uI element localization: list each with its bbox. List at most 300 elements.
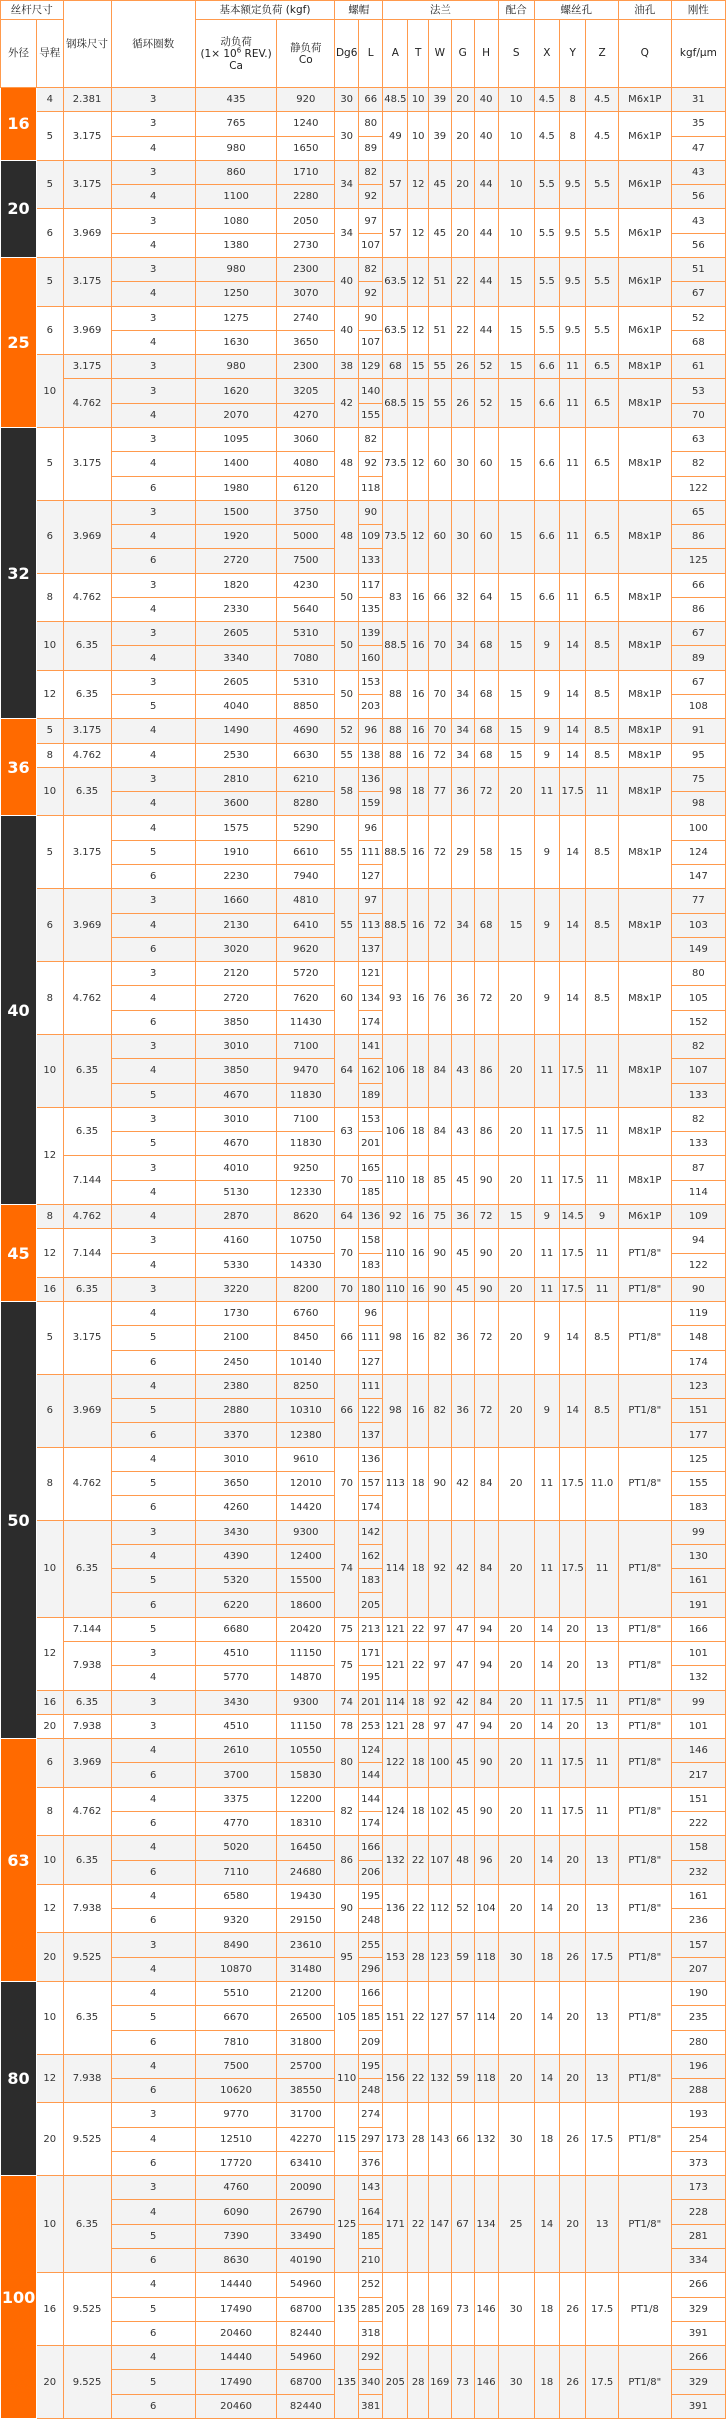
table-row <box>1 88 726 112</box>
cell-Y: 14.5 <box>559 1204 585 1228</box>
table-row <box>1 816 726 840</box>
cell-circ: 5 <box>111 1569 195 1593</box>
cell-ca: 4510 <box>195 1642 277 1666</box>
cell-ball: 3.175 <box>63 1302 111 1375</box>
cell-circ: 4 <box>111 403 195 427</box>
cell-circ: 4 <box>111 2200 195 2224</box>
cell-A: 110 <box>383 1156 408 1205</box>
cell-H: 94 <box>474 1617 498 1641</box>
cell-Q: PT1/8" <box>618 1836 671 1885</box>
cell-K: 67 <box>671 622 725 646</box>
cell-X: 5.5 <box>534 257 559 306</box>
cell-dg6: 80 <box>335 1739 359 1788</box>
cell-L: 92 <box>359 282 383 306</box>
cell-dg6: 52 <box>335 719 359 743</box>
cell-L: 109 <box>359 525 383 549</box>
cell-K: 148 <box>671 1326 725 1350</box>
cell-L: 171 <box>359 1642 383 1666</box>
cell-L: 274 <box>359 2103 383 2127</box>
cell-K: 68 <box>671 330 725 354</box>
cell-L: 153 <box>359 1107 383 1131</box>
cell-W: 77 <box>428 767 451 816</box>
cell-co: 8280 <box>277 792 335 816</box>
cell-ball: 3.175 <box>63 160 111 209</box>
header-nut: 螺帽 <box>335 1 383 20</box>
cell-lead: 8 <box>37 573 63 622</box>
table-row <box>1 573 726 597</box>
cell-X: 14 <box>534 1884 559 1933</box>
cell-circ: 4 <box>111 1447 195 1471</box>
cell-G: 36 <box>451 1204 474 1228</box>
cell-H: 90 <box>474 1787 498 1836</box>
cell-X: 11 <box>534 1229 559 1278</box>
cell-Y: 17.5 <box>559 1156 585 1205</box>
cell-T: 12 <box>408 160 428 209</box>
cell-dg6: 74 <box>335 1690 359 1714</box>
cell-Q: PT1/8" <box>618 1981 671 2054</box>
cell-lead: 5 <box>37 112 63 161</box>
cell-A: 114 <box>383 1690 408 1714</box>
cell-co: 9610 <box>277 1447 335 1471</box>
cell-dg6: 48 <box>335 427 359 500</box>
cell-co: 3060 <box>277 427 335 451</box>
cell-co: 5720 <box>277 962 335 986</box>
cell-co: 7080 <box>277 646 335 670</box>
cell-T: 12 <box>408 209 428 258</box>
cell-circ: 5 <box>111 1399 195 1423</box>
cell-K: 373 <box>671 2151 725 2175</box>
cell-L: 139 <box>359 622 383 646</box>
cell-T: 22 <box>408 1617 428 1641</box>
cell-L: 185 <box>359 1180 383 1204</box>
cell-L: 107 <box>359 233 383 257</box>
cell-G: 20 <box>451 112 474 161</box>
cell-K: 67 <box>671 282 725 306</box>
cell-K: 56 <box>671 233 725 257</box>
cell-circ: 5 <box>111 1617 195 1641</box>
cell-X: 11 <box>534 1520 559 1617</box>
cell-L: 144 <box>359 1763 383 1787</box>
cell-H: 84 <box>474 1447 498 1520</box>
cell-W: 55 <box>428 355 451 379</box>
cell-H: 44 <box>474 257 498 306</box>
cell-T: 18 <box>408 1787 428 1836</box>
cell-T: 18 <box>408 1739 428 1788</box>
cell-X: 9 <box>534 622 559 671</box>
table-row <box>1 889 726 913</box>
cell-ca: 8630 <box>195 2249 277 2273</box>
cell-S: 15 <box>498 427 534 500</box>
cell-ball: 6.35 <box>63 622 111 671</box>
cell-ball: 3.969 <box>63 209 111 258</box>
cell-L: 136 <box>359 1204 383 1228</box>
cell-ca: 4160 <box>195 1229 277 1253</box>
cell-S: 15 <box>498 573 534 622</box>
header-X: X <box>534 20 559 88</box>
cell-H: 44 <box>474 306 498 355</box>
cell-Q: M8x1P <box>618 1156 671 1205</box>
cell-L: 183 <box>359 1253 383 1277</box>
cell-S: 20 <box>498 767 534 816</box>
cell-X: 6.6 <box>534 427 559 500</box>
cell-W: 169 <box>428 2273 451 2346</box>
table-header <box>1 1 726 88</box>
cell-circ: 4 <box>111 986 195 1010</box>
cell-L: 185 <box>359 2224 383 2248</box>
cell-L: 97 <box>359 209 383 233</box>
table-row <box>1 1787 726 1811</box>
table-row <box>1 1374 726 1398</box>
cell-L: 210 <box>359 2249 383 2273</box>
outer-dia-cell: 20 <box>1 160 37 257</box>
cell-dg6: 86 <box>335 1836 359 1885</box>
cell-Q: M6x1P <box>618 257 671 306</box>
cell-L: 89 <box>359 136 383 160</box>
cell-Y: 17.5 <box>559 767 585 816</box>
cell-X: 4.5 <box>534 112 559 161</box>
cell-Q: PT1/8" <box>618 1787 671 1836</box>
cell-dg6: 70 <box>335 1277 359 1301</box>
table-row <box>1 1277 726 1301</box>
cell-S: 20 <box>498 1302 534 1375</box>
cell-Y: 11 <box>559 573 585 622</box>
cell-K: 82 <box>671 452 725 476</box>
cell-Q: PT1/8 <box>618 2273 671 2346</box>
cell-W: 127 <box>428 1981 451 2054</box>
header-Y: Y <box>559 20 585 88</box>
cell-G: 59 <box>451 2054 474 2103</box>
cell-ca: 1910 <box>195 840 277 864</box>
cell-X: 14 <box>534 1714 559 1738</box>
cell-Y: 9.5 <box>559 257 585 306</box>
cell-circ: 4 <box>111 1059 195 1083</box>
cell-co: 4230 <box>277 573 335 597</box>
cell-T: 18 <box>408 767 428 816</box>
cell-circ: 6 <box>111 1909 195 1933</box>
cell-lead: 10 <box>37 2176 63 2273</box>
cell-ball: 9.525 <box>63 1933 111 1982</box>
cell-Q: PT1/8" <box>618 1229 671 1278</box>
cell-circ: 3 <box>111 112 195 136</box>
cell-H: 72 <box>474 1374 498 1447</box>
cell-ca: 980 <box>195 257 277 281</box>
table-row <box>1 1739 726 1763</box>
cell-ca: 5130 <box>195 1180 277 1204</box>
table-row <box>1 1933 726 1957</box>
cell-K: 155 <box>671 1472 725 1496</box>
cell-co: 4690 <box>277 719 335 743</box>
cell-H: 96 <box>474 1836 498 1885</box>
static-load-label: 静负荷 <box>290 41 322 54</box>
cell-H: 90 <box>474 1229 498 1278</box>
cell-circ: 4 <box>111 452 195 476</box>
cell-X: 6.6 <box>534 379 559 428</box>
cell-ball: 7.144 <box>63 1156 111 1205</box>
cell-H: 104 <box>474 1884 498 1933</box>
cell-ca: 3700 <box>195 1763 277 1787</box>
cell-K: 334 <box>671 2249 725 2273</box>
cell-S: 15 <box>498 889 534 962</box>
cell-X: 11 <box>534 1107 559 1156</box>
cell-co: 9620 <box>277 937 335 961</box>
cell-H: 114 <box>474 1981 498 2054</box>
cell-Q: PT1/8" <box>618 1617 671 1641</box>
cell-W: 75 <box>428 1204 451 1228</box>
cell-K: 147 <box>671 865 725 889</box>
cell-Q: M8x1P <box>618 622 671 671</box>
cell-L: 97 <box>359 889 383 913</box>
cell-Z: 13 <box>586 1981 618 2054</box>
table-row <box>1 1836 726 1860</box>
cell-G: 22 <box>451 257 474 306</box>
cell-G: 42 <box>451 1690 474 1714</box>
cell-L: 137 <box>359 937 383 961</box>
cell-L: 96 <box>359 816 383 840</box>
cell-co: 38550 <box>277 2079 335 2103</box>
cell-Z: 11 <box>586 1107 618 1156</box>
cell-K: 122 <box>671 476 725 500</box>
cell-L: 140 <box>359 379 383 403</box>
table-row <box>1 355 726 379</box>
cell-lead: 6 <box>37 1739 63 1788</box>
cell-lead: 8 <box>37 962 63 1035</box>
cell-G: 26 <box>451 379 474 428</box>
cell-co: 6760 <box>277 1302 335 1326</box>
cell-circ: 4 <box>111 1787 195 1811</box>
cell-L: 136 <box>359 767 383 791</box>
cell-G: 42 <box>451 1447 474 1520</box>
cell-K: 43 <box>671 160 725 184</box>
cell-W: 169 <box>428 2346 451 2419</box>
cell-ball: 6.35 <box>63 1981 111 2054</box>
cell-co: 14420 <box>277 1496 335 1520</box>
cell-H: 134 <box>474 2176 498 2273</box>
cell-circ: 5 <box>111 2370 195 2394</box>
cell-A: 88 <box>383 670 408 719</box>
cell-lead: 20 <box>37 2346 63 2419</box>
cell-K: 94 <box>671 1229 725 1253</box>
cell-W: 132 <box>428 2054 451 2103</box>
cell-Z: 5.5 <box>586 160 618 209</box>
cell-X: 9 <box>534 743 559 767</box>
cell-L: 138 <box>359 743 383 767</box>
cell-L: 213 <box>359 1617 383 1641</box>
cell-Q: M6x1P <box>618 1204 671 1228</box>
cell-Q: PT1/8" <box>618 1447 671 1520</box>
cell-ball: 7.144 <box>63 1229 111 1278</box>
cell-ca: 17490 <box>195 2370 277 2394</box>
cell-A: 88.5 <box>383 622 408 671</box>
cell-ball: 9.525 <box>63 2273 111 2346</box>
cell-circ: 6 <box>111 1423 195 1447</box>
cell-K: 82 <box>671 1034 725 1058</box>
cell-ca: 2605 <box>195 622 277 646</box>
cell-T: 22 <box>408 1884 428 1933</box>
cell-circ: 6 <box>111 549 195 573</box>
cell-ca: 4010 <box>195 1156 277 1180</box>
cell-ball: 3.969 <box>63 1374 111 1447</box>
cell-co: 920 <box>277 88 335 112</box>
cell-K: 329 <box>671 2297 725 2321</box>
cell-L: 205 <box>359 1593 383 1617</box>
cell-G: 47 <box>451 1617 474 1641</box>
cell-L: 201 <box>359 1132 383 1156</box>
cell-L: 136 <box>359 1447 383 1471</box>
cell-Y: 9.5 <box>559 306 585 355</box>
cell-Q: PT1/8" <box>618 2054 671 2103</box>
header-fit: 配合 <box>498 1 534 20</box>
header-screw-size: 丝杆尺寸 <box>1 1 64 20</box>
cell-ca: 2070 <box>195 403 277 427</box>
cell-co: 15500 <box>277 1569 335 1593</box>
cell-circ: 6 <box>111 2321 195 2345</box>
cell-co: 2300 <box>277 257 335 281</box>
cell-lead: 8 <box>37 743 63 767</box>
table-row <box>1 622 726 646</box>
table-row <box>1 1034 726 1058</box>
cell-L: 134 <box>359 986 383 1010</box>
cell-Q: PT1/8" <box>618 2346 671 2419</box>
cell-Y: 20 <box>559 1642 585 1691</box>
cell-L: 153 <box>359 670 383 694</box>
cell-co: 12200 <box>277 1787 335 1811</box>
cell-G: 34 <box>451 743 474 767</box>
cell-W: 66 <box>428 573 451 622</box>
cell-circ: 5 <box>111 2224 195 2248</box>
table-row <box>1 670 726 694</box>
cell-Z: 8.5 <box>586 1374 618 1447</box>
cell-Z: 8.5 <box>586 1302 618 1375</box>
cell-circ: 4 <box>111 1544 195 1568</box>
cell-Y: 17.5 <box>559 1447 585 1520</box>
cell-L: 118 <box>359 476 383 500</box>
cell-Z: 8.5 <box>586 816 618 889</box>
cell-W: 97 <box>428 1642 451 1691</box>
cell-ball: 3.175 <box>63 257 111 306</box>
cell-co: 2280 <box>277 185 335 209</box>
table-row <box>1 379 726 403</box>
cell-S: 30 <box>498 2103 534 2176</box>
cell-circ: 6 <box>111 865 195 889</box>
cell-T: 16 <box>408 1302 428 1375</box>
cell-H: 60 <box>474 427 498 500</box>
cell-circ: 3 <box>111 88 195 112</box>
cell-Z: 17.5 <box>586 1933 618 1982</box>
cell-L: 255 <box>359 1933 383 1957</box>
cell-dg6: 70 <box>335 1447 359 1520</box>
cell-dg6: 55 <box>335 889 359 962</box>
cell-ca: 5510 <box>195 1981 277 2005</box>
header-dg6: Dg6 <box>335 20 359 88</box>
cell-T: 15 <box>408 379 428 428</box>
cell-Z: 13 <box>586 1884 618 1933</box>
cell-circ: 4 <box>111 525 195 549</box>
cell-lead: 8 <box>37 1447 63 1520</box>
cell-K: 86 <box>671 597 725 621</box>
header-ball-dia: 钢珠尺寸 <box>63 1 111 88</box>
cell-lead: 6 <box>37 1374 63 1447</box>
cell-Z: 8.5 <box>586 670 618 719</box>
cell-ca: 1660 <box>195 889 277 913</box>
cell-K: 133 <box>671 1083 725 1107</box>
cell-co: 11430 <box>277 1010 335 1034</box>
cell-G: 36 <box>451 1374 474 1447</box>
cell-co: 18310 <box>277 1811 335 1835</box>
cell-circ: 4 <box>111 330 195 354</box>
cell-ball: 4.762 <box>63 1204 111 1228</box>
cell-H: 58 <box>474 816 498 889</box>
dyn-load-exponent: 6 <box>236 46 242 54</box>
cell-S: 25 <box>498 2176 534 2273</box>
dyn-load-rev-b: REV.) <box>241 47 272 60</box>
cell-A: 121 <box>383 1617 408 1641</box>
cell-ball: 3.969 <box>63 1739 111 1788</box>
cell-H: 68 <box>474 719 498 743</box>
cell-Q: M8x1P <box>618 962 671 1035</box>
table-row <box>1 1981 726 2005</box>
cell-H: 40 <box>474 88 498 112</box>
cell-ca: 2610 <box>195 1739 277 1763</box>
cell-lead: 12 <box>37 1229 63 1278</box>
cell-lead: 10 <box>37 1836 63 1885</box>
cell-ca: 1275 <box>195 306 277 330</box>
cell-dg6: 70 <box>335 1229 359 1278</box>
cell-W: 112 <box>428 1884 451 1933</box>
cell-S: 20 <box>498 1156 534 1205</box>
cell-A: 110 <box>383 1229 408 1278</box>
cell-G: 45 <box>451 1277 474 1301</box>
cell-Q: PT1/8" <box>618 1714 671 1738</box>
cell-lead: 20 <box>37 1933 63 1982</box>
cell-ball: 3.175 <box>63 816 111 889</box>
cell-circ: 4 <box>111 1180 195 1204</box>
cell-S: 20 <box>498 1107 534 1156</box>
cell-Z: 17.5 <box>586 2273 618 2346</box>
cell-L: 195 <box>359 1884 383 1908</box>
cell-Y: 14 <box>559 622 585 671</box>
cell-G: 20 <box>451 209 474 258</box>
cell-K: 89 <box>671 646 725 670</box>
cell-circ: 6 <box>111 1010 195 1034</box>
cell-circ: 4 <box>111 792 195 816</box>
cell-L: 166 <box>359 1981 383 2005</box>
cell-L: 107 <box>359 330 383 354</box>
cell-dg6: 105 <box>335 1981 359 2054</box>
cell-S: 20 <box>498 1981 534 2054</box>
cell-Z: 13 <box>586 1642 618 1691</box>
cell-Q: M8x1P <box>618 670 671 719</box>
cell-K: 161 <box>671 1884 725 1908</box>
cell-T: 22 <box>408 1642 428 1691</box>
cell-K: 43 <box>671 209 725 233</box>
cell-A: 83 <box>383 573 408 622</box>
cell-L: 157 <box>359 1472 383 1496</box>
cell-ca: 3220 <box>195 1277 277 1301</box>
cell-Y: 17.5 <box>559 1520 585 1617</box>
cell-ca: 14440 <box>195 2346 277 2370</box>
cell-L: 296 <box>359 1957 383 1981</box>
cell-H: 64 <box>474 573 498 622</box>
cell-ca: 4670 <box>195 1083 277 1107</box>
cell-Y: 26 <box>559 2273 585 2346</box>
header-oil-hole: 油孔 <box>618 1 671 20</box>
cell-ca: 2380 <box>195 1374 277 1398</box>
cell-A: 68 <box>383 355 408 379</box>
cell-lead: 10 <box>37 1981 63 2054</box>
header-bolt-hole: 螺丝孔 <box>534 1 618 20</box>
cell-Y: 20 <box>559 2176 585 2273</box>
cell-G: 45 <box>451 1156 474 1205</box>
